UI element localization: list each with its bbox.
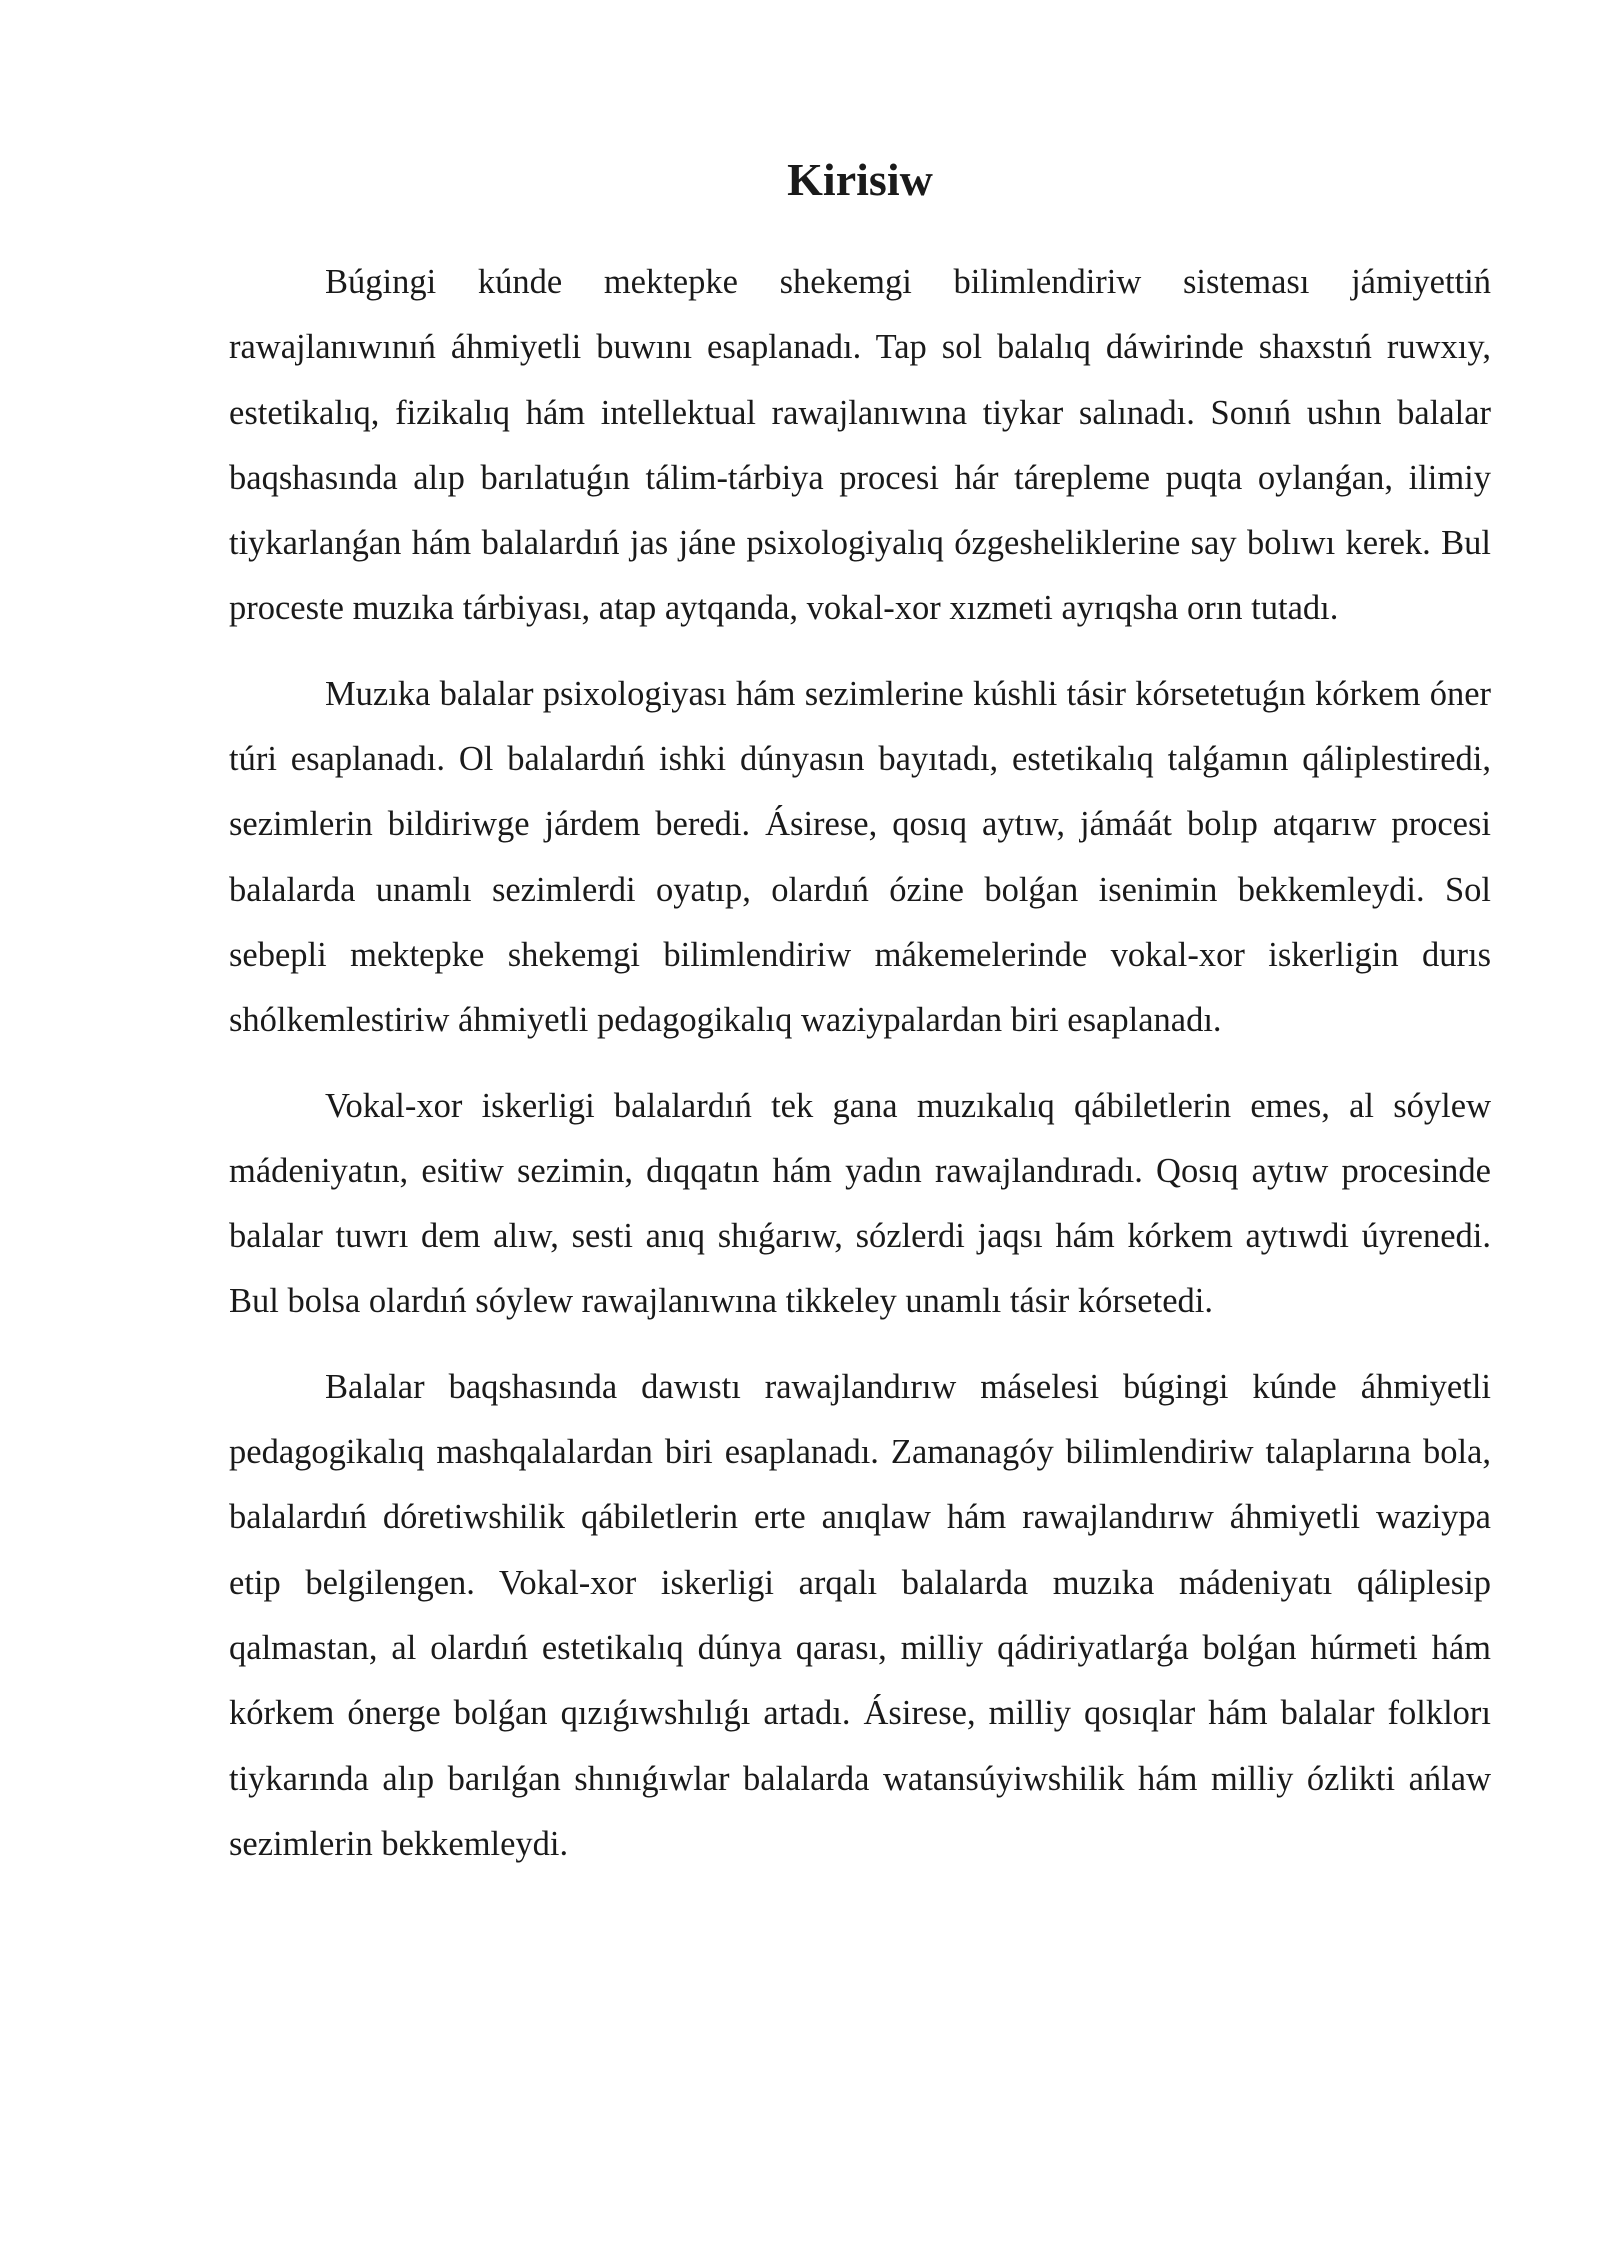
document-body bbox=[229, 250, 1491, 1897]
paragraph-4: Balalar baqshasında dawıstı rawajlandırıw máselesi búgingi kúnde áhmiyetli pedagogikalıq mashqalalardan biri esaplanadı. Zamanagóy bilimlendiriw talaplarına bola, balalardıń dóretiwshilik qábiletlerin erte anıqlaw hám rawajlandırıw áhmiyetli waziypa etip belgilengen. Vokal-xor iskerligi arqalı balalarda muzıka mádeniyatı qáliplesip qalmastan, al olardıń estetikalıq dúnya qarası, milliy qádiriyatlarǵa bolǵan húrmeti hám kórkem ónerge bolǵan qızıǵıwshılıǵı artadı. Ásirese, milliy qosıqlar hám balalar folklorı tiykarında alıp barılǵan shınıǵıwlar balalarda watansúyiwshilik hám milliy ózlikti ańlaw sezimlerin bekkemleydi. bbox=[229, 1367, 1491, 1863]
paragraph-3: Vokal-xor iskerligi balalardıń tek gana muzıkalıq qábiletlerin emes, al sóylew mádeniyatın, esitiw sezimin, dıqqatın hám yadın rawajlandıradı. Qosıq aytıw procesinde balalar tuwrı dem alıw, sesti anıq shıǵarıw, sózlerdi jaqsı hám kórkem aytıwdi úyrenedi. Bul bolsa olardıń sóylew rawajlanıwına tikkeley unamlı tásir kórsetedi. bbox=[229, 1086, 1491, 1321]
page-title: Kirisiw bbox=[787, 154, 933, 205]
paragraph-1: Búgingi kúnde mektepke shekemgi bilimlendiriw sisteması jámiyettiń rawajlanıwınıń áhmiyetli buwını esaplanadı. Tap sol balalıq dáwirinde shaxstıń ruwxıy, estetikalıq, fizikalıq hám intellektual rawajlanıwına tiykar salınadı. Sonıń ushın balalar baqshasında alıp barılatuǵın tálim-tárbiya procesi hár tárepleme puqta oylanǵan, ilimiy tiykarlanǵan hám balalardıń jas jáne psixologiyalıq ózgesheliklerine say bolıwı kerek. Bul proceste muzıka tárbiyası, atap aytqanda, vokal-xor xızmeti ayrıqsha orın tutadı. bbox=[229, 263, 1491, 628]
paragraph-2: Muzıka balalar psixologiyası hám sezimlerine kúshli tásir kórsetetuǵın kórkem óner túri esaplanadı. Ol balalardıń ishki dúnyasın bayıtadı, estetikalıq talǵamın qáliplestiredi, sezimlerin bildiriwge járdem beredi. Ásirese, qosıq aytıw, jámáát bolıp atqarıw procesi balalarda unamlı sezimlerdi oyatıp, olardıń ózine bolǵan isenimin bekkemleydi. Sol sebepli mektepke shekemgi bilimlendiriw mákemelerinde vokal-xor iskerligin durıs shólkemlestiriw áhmiyetli pedagogikalıq waziypalardan biri esaplanadı. bbox=[229, 674, 1491, 1040]
